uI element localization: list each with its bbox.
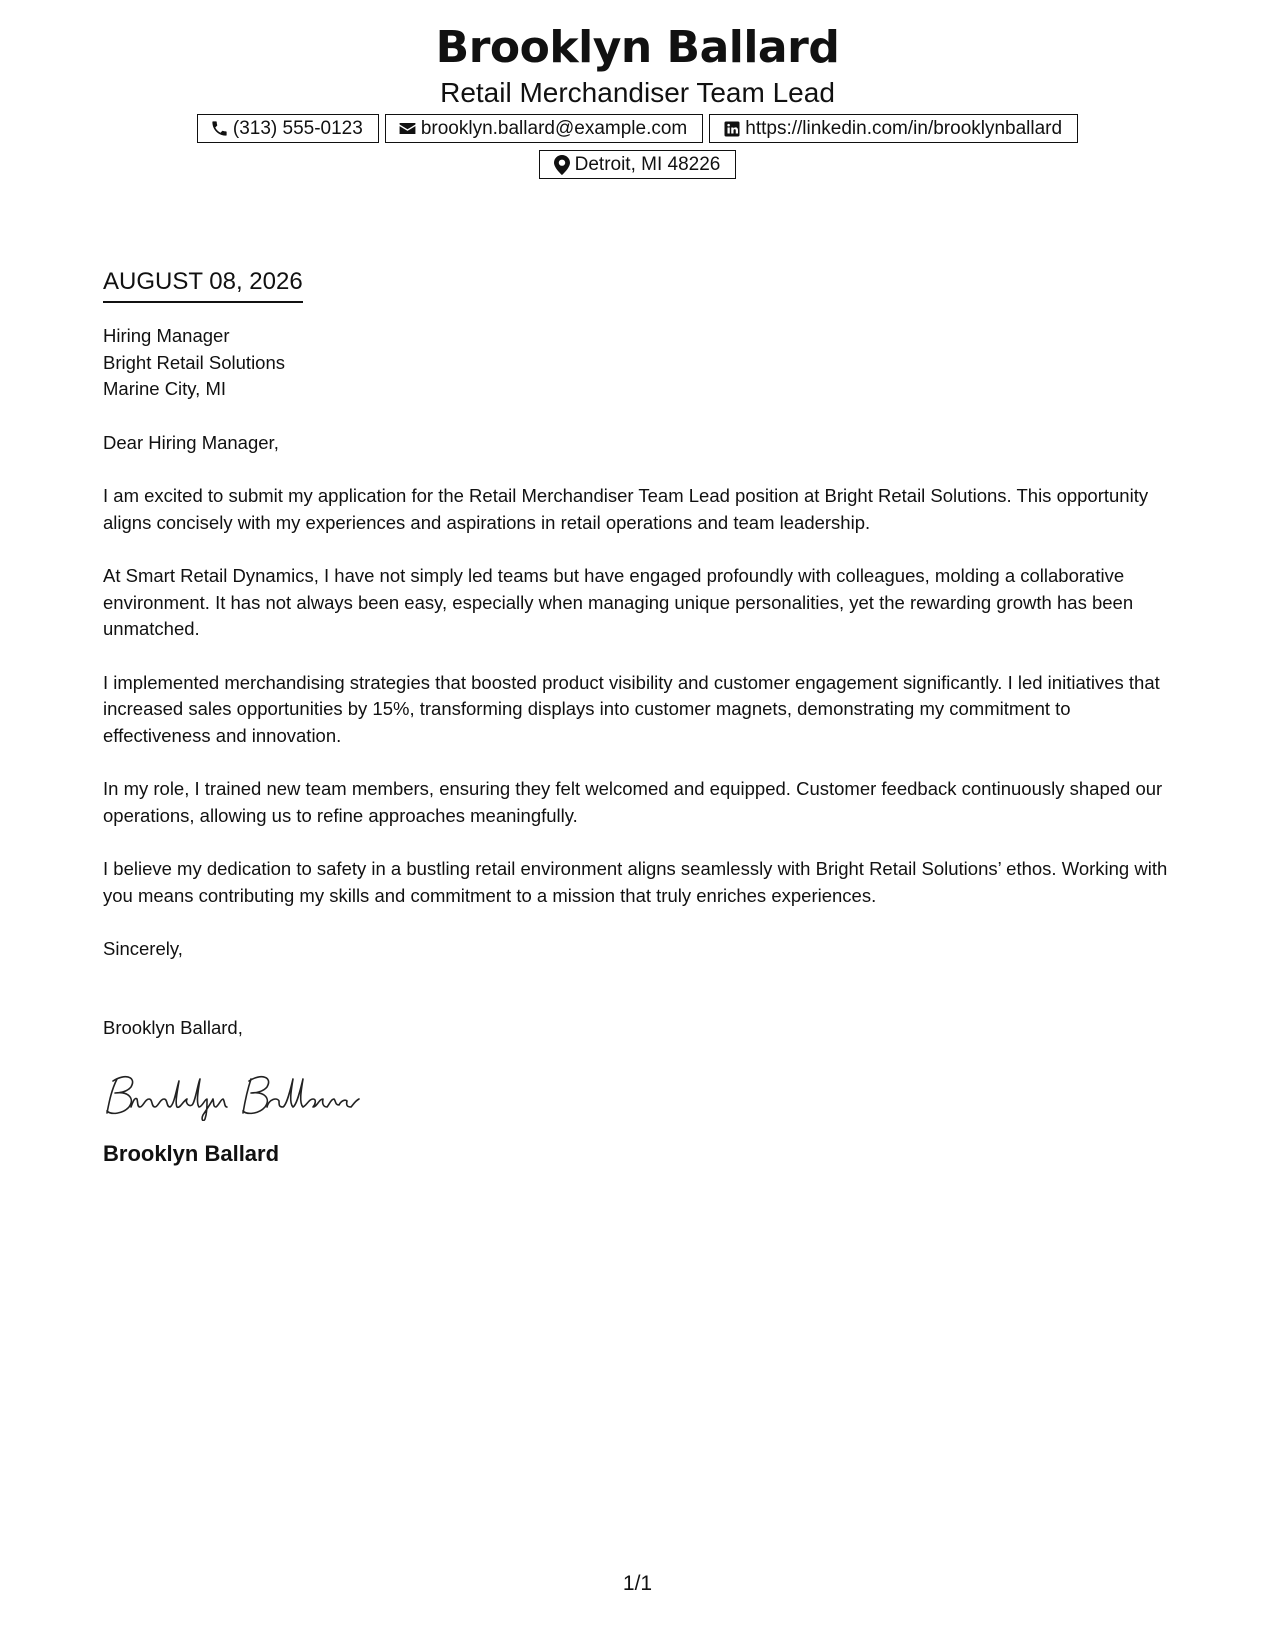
recipient-location: Marine City, MI bbox=[103, 378, 227, 399]
salutation: Dear Hiring Manager, bbox=[103, 431, 279, 453]
letter-body bbox=[103, 265, 1183, 1169]
signer-name: Brooklyn Ballard bbox=[103, 1141, 280, 1166]
signer-line: Brooklyn Ballard, bbox=[103, 1016, 243, 1038]
applicant-name: Brooklyn Ballard bbox=[435, 22, 840, 73]
recipient-company: Bright Retail Solutions bbox=[103, 351, 286, 373]
email-text: brooklyn.ballard@example.com bbox=[420, 118, 688, 139]
phone-chip bbox=[197, 114, 379, 143]
contact-row bbox=[0, 114, 1275, 143]
letter-header bbox=[0, 20, 1275, 179]
location-chip bbox=[539, 150, 737, 179]
contact-row-location bbox=[0, 150, 1275, 179]
linkedin-icon bbox=[722, 119, 742, 139]
linkedin-text: https://linkedin.com/in/brooklynballard bbox=[745, 118, 1063, 139]
closing: Sincerely, bbox=[103, 938, 183, 959]
handwritten-signature bbox=[103, 1069, 373, 1121]
envelope-icon bbox=[398, 119, 418, 139]
paragraph: In my role, I trained new team members, ensuring they felt welcomed and equipped. Customer feedback continuously shaped our operations, allowing us to refine approaches meaningfully. bbox=[103, 778, 1163, 826]
paragraph: At Smart Retail Dynamics, I have not simply led teams but have engaged profoundly with colleagues, molding a collaborative environment. It has not always been easy, especially when managing unique personalities, yet the rewarding growth has been unmatched. bbox=[103, 565, 1134, 639]
map-pin-icon bbox=[552, 155, 572, 175]
email-chip bbox=[385, 114, 703, 143]
phone-text: (313) 555-0123 bbox=[232, 118, 363, 139]
paragraph: I believe my dedication to safety in a bustling retail environment aligns seamlessly with Bright Retail Solutions’ ethos. Working with you means contributing my skills and commitment to a mission that truly enriches experiences. bbox=[103, 858, 1168, 906]
linkedin-chip bbox=[709, 114, 1078, 143]
page-number: 1/1 bbox=[622, 1572, 653, 1595]
applicant-title: Retail Merchandiser Team Lead bbox=[440, 77, 835, 108]
location-text: Detroit, MI 48226 bbox=[574, 154, 721, 175]
paragraph: I am excited to submit my application for the Retail Merchandiser Team Lead position at Bright Retail Solutions. This opportunity aligns concisely with my experiences and aspirations in retail operations and team leadership. bbox=[103, 485, 1149, 533]
phone-icon bbox=[210, 119, 230, 139]
letter-date: AUGUST 08, 2026 bbox=[103, 265, 303, 303]
recipient-block bbox=[103, 323, 1183, 403]
recipient-line: Hiring Manager bbox=[103, 325, 230, 346]
paragraph: I implemented merchandising strategies that boosted product visibility and customer engagement significantly. I led initiatives that increased sales opportunities by 15%, transforming displays into customer magnets, demonstrating my commitment to effectiveness and innovation. bbox=[103, 671, 1160, 746]
